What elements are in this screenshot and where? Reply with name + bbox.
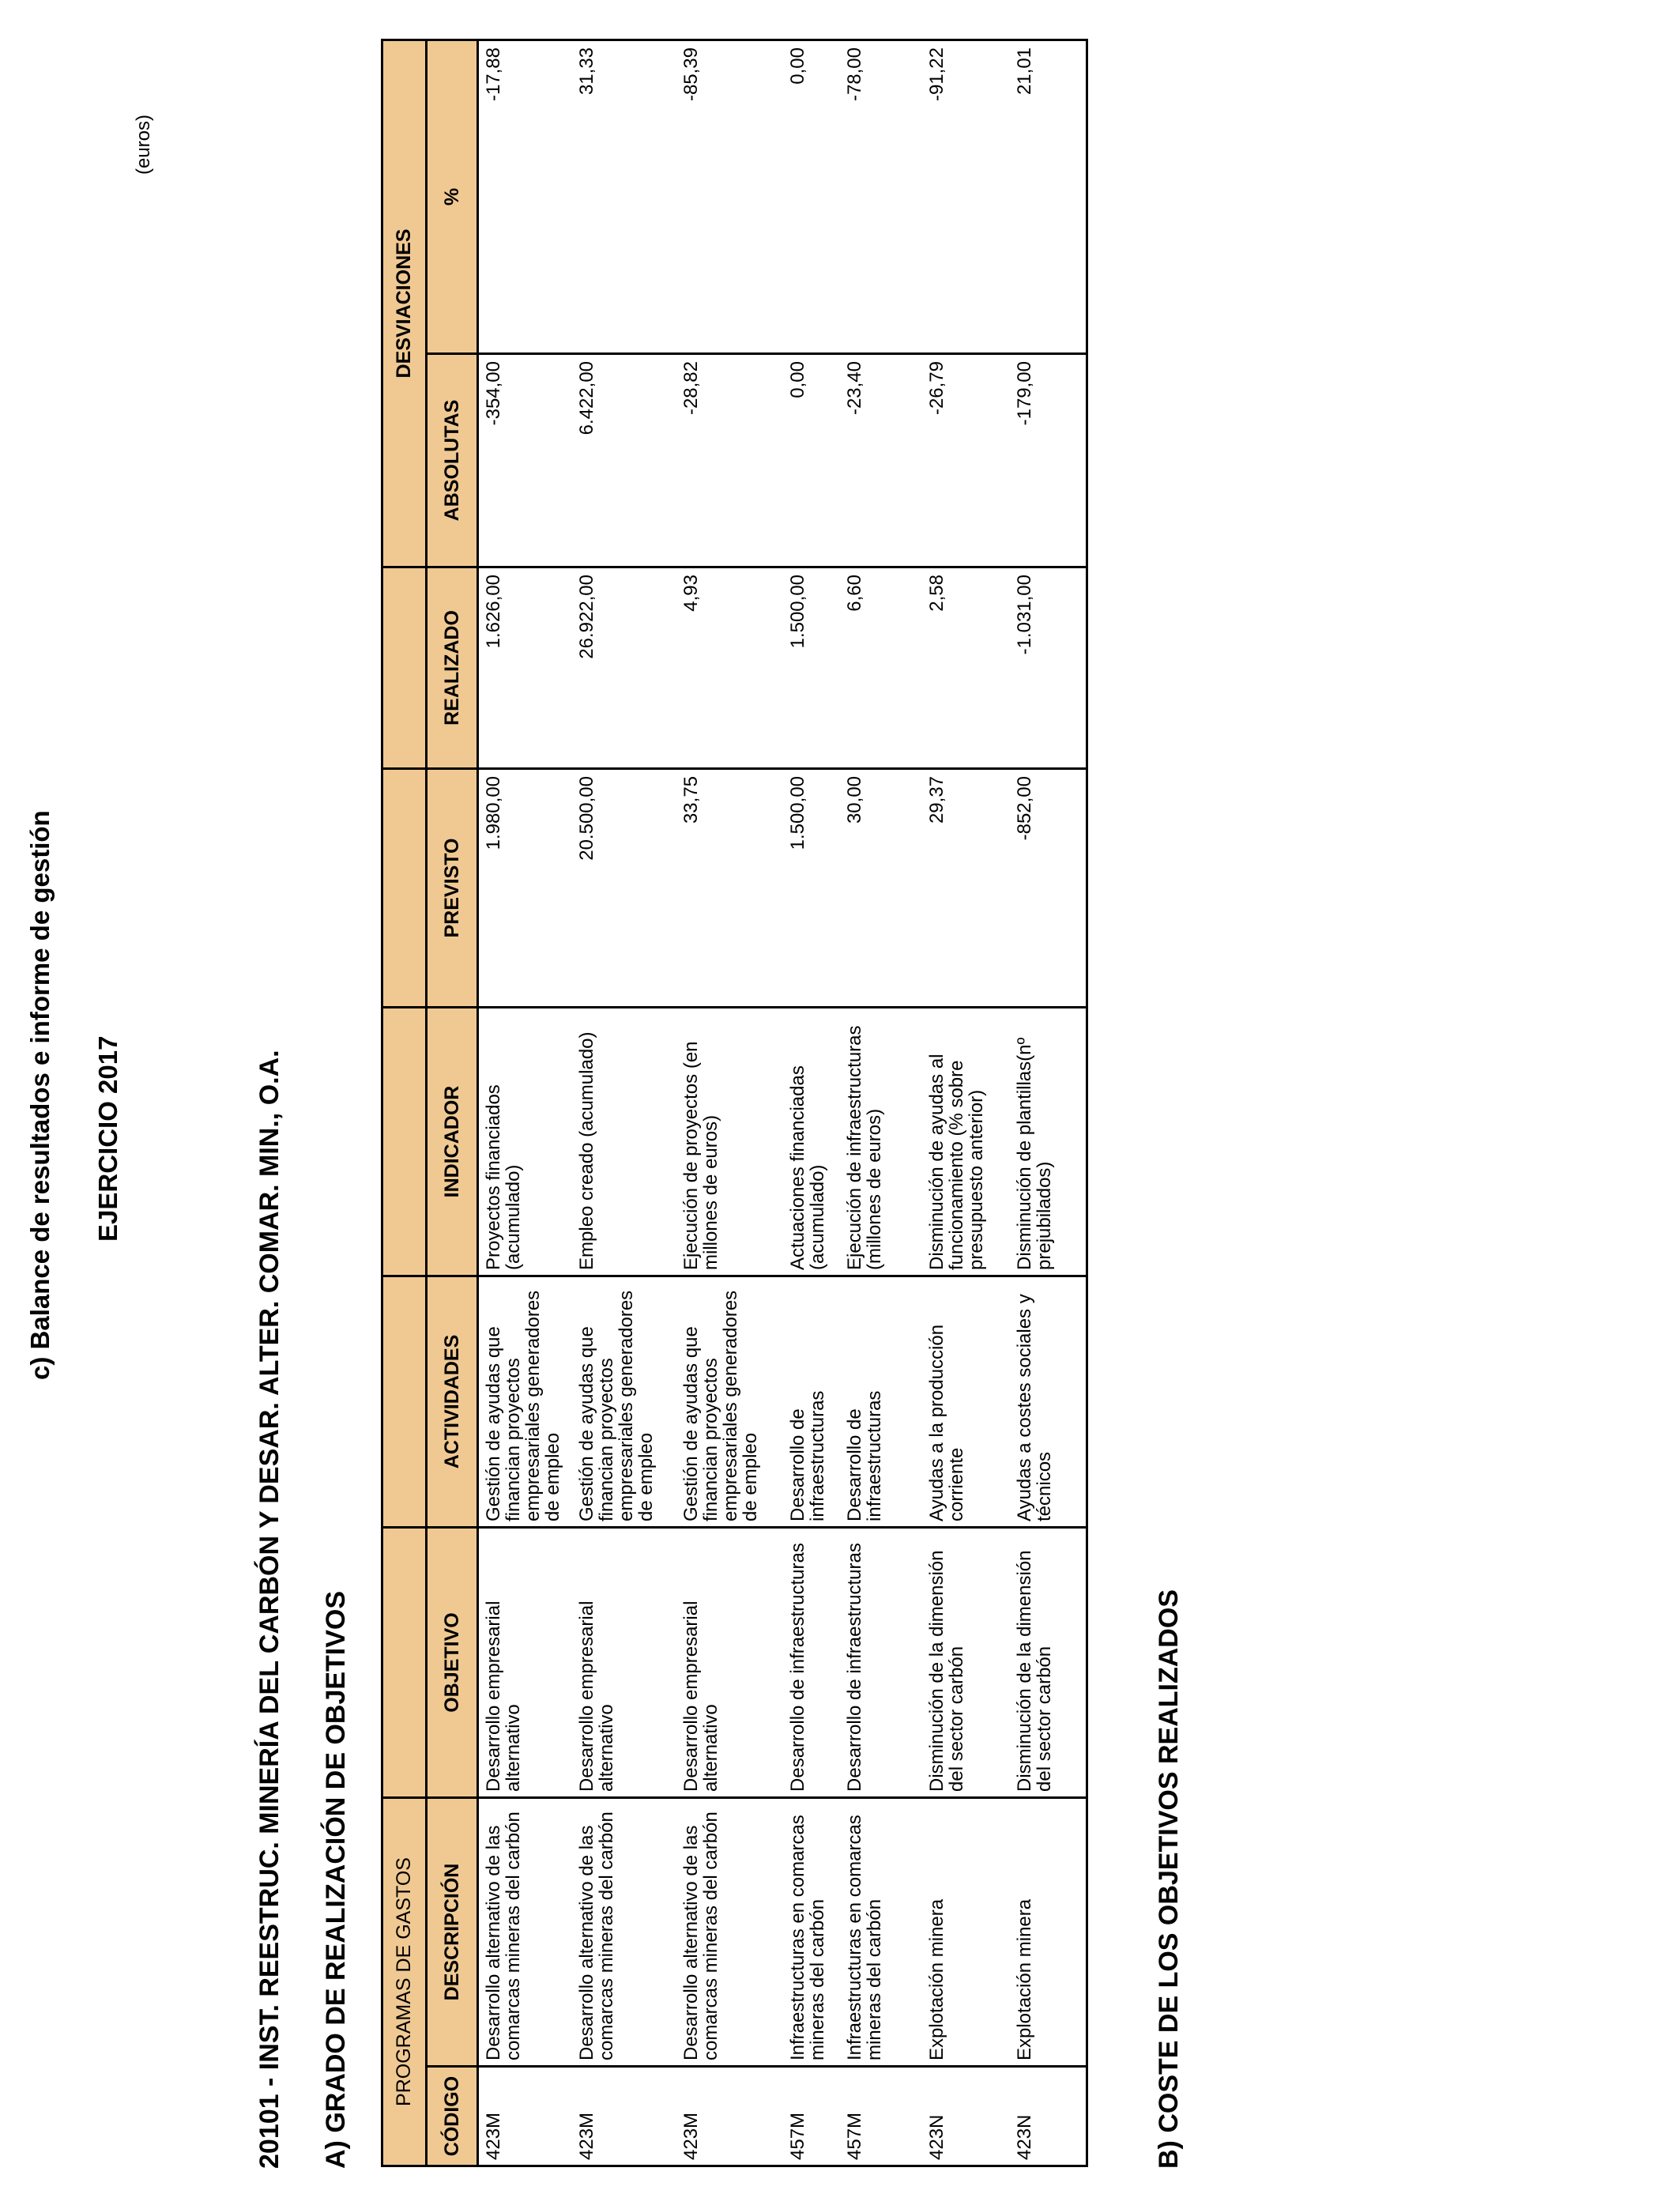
cell-absolutas: -23,40 — [840, 353, 922, 567]
col-header-previsto: PREVISTO — [427, 768, 478, 1007]
cell-realizado: 6,60 — [840, 567, 922, 768]
cell-realizado: 26.922,00 — [572, 567, 676, 768]
cell-absolutas: 6.422,00 — [572, 353, 676, 567]
cell-actividades: Gestión de ayudas que financian proyectos empresariales generadores de empleo — [676, 1276, 783, 1527]
table-row — [676, 40, 783, 2166]
entity-heading: 20101 - INST. REESTRUC. MINERÍA DEL CARBÓN Y DESAR. ALTER. COMAR. MIN., O.A. — [254, 1050, 284, 2169]
cell-actividades: Desarrollo de infraestructuras — [840, 1276, 922, 1527]
cell-pct: -78,00 — [840, 40, 922, 353]
cell-realizado: -1.031,00 — [1010, 567, 1087, 768]
cell-codigo: 457M — [783, 2067, 840, 2166]
cell-absolutas: -179,00 — [1010, 353, 1087, 567]
cell-realizado: 1.626,00 — [478, 567, 573, 768]
cell-codigo: 423M — [478, 2067, 573, 2166]
table-row — [478, 40, 573, 2166]
col-header-objetivo: OBJETIVO — [427, 1527, 478, 1797]
cell-descripcion: Desarrollo alternativo de las comarcas mineras del carbón — [478, 1797, 573, 2066]
cell-previsto: 20.500,00 — [572, 768, 676, 1007]
cell-actividades: Ayudas a costes sociales y técnicos — [1010, 1276, 1087, 1527]
header-spacer — [382, 1007, 427, 1276]
cell-descripcion: Infraestructuras en comarcas mineras del carbón — [783, 1797, 840, 2066]
cell-codigo: 423M — [676, 2067, 783, 2166]
col-header-codigo: CÓDIGO — [427, 2067, 478, 2166]
header-spacer — [382, 1276, 427, 1527]
cell-objetivo: Desarrollo de infraestructuras — [783, 1527, 840, 1797]
cell-objetivo: Desarrollo empresarial alternativo — [478, 1527, 573, 1797]
cell-indicador: Actuaciones financiadas (acumulado) — [783, 1007, 840, 1276]
cell-codigo: 423N — [1010, 2067, 1087, 2166]
cell-descripcion: Explotación minera — [922, 1797, 1010, 2066]
cell-pct: 31,33 — [572, 40, 676, 353]
header-spacer — [382, 768, 427, 1007]
cell-actividades: Ayudas a la producción corriente — [922, 1276, 1010, 1527]
cell-indicador: Empleo creado (acumulado) — [572, 1007, 676, 1276]
table-row — [922, 40, 1010, 2166]
cell-realizado: 2,58 — [922, 567, 1010, 768]
cell-pct: 0,00 — [783, 40, 840, 353]
section-heading: c) Balance de resultados e informe de gestión — [25, 810, 55, 1380]
cell-indicador: Disminución de plantillas(nº prejubilados) — [1010, 1007, 1087, 1276]
table-row — [572, 40, 676, 2166]
cell-pct: -17,88 — [478, 40, 573, 353]
cell-pct: -85,39 — [676, 40, 783, 353]
cell-indicador: Ejecución de infraestructuras (millones de euros) — [840, 1007, 922, 1276]
col-header-indicador: INDICADOR — [427, 1007, 478, 1276]
col-header-actividades: ACTIVIDADES — [427, 1276, 478, 1527]
cell-realizado: 4,93 — [676, 567, 783, 768]
table-row — [1010, 40, 1087, 2166]
col-header-descripcion: DESCRIPCIÓN — [427, 1797, 478, 2066]
cell-descripcion: Desarrollo alternativo de las comarcas mineras del carbón — [572, 1797, 676, 2066]
cell-codigo: 423N — [922, 2067, 1010, 2166]
cell-previsto: 29,37 — [922, 768, 1010, 1007]
cell-absolutas: -28,82 — [676, 353, 783, 567]
col-header-realizado: REALIZADO — [427, 567, 478, 768]
cell-objetivo: Disminución de la dimensión del sector carbón — [1010, 1527, 1087, 1797]
cell-objetivo: Disminución de la dimensión del sector carbón — [922, 1527, 1010, 1797]
table-row — [783, 40, 840, 2166]
cell-previsto: 1.500,00 — [783, 768, 840, 1007]
cell-indicador: Disminución de ayudas al funcionamiento (% sobre presupuesto anterior) — [922, 1007, 1010, 1276]
cell-realizado: 1.500,00 — [783, 567, 840, 768]
cell-objetivo: Desarrollo empresarial alternativo — [572, 1527, 676, 1797]
cell-previsto: 1.980,00 — [478, 768, 573, 1007]
cell-absolutas: 0,00 — [783, 353, 840, 567]
cell-codigo: 457M — [840, 2067, 922, 2166]
cell-descripcion: Explotación minera — [1010, 1797, 1087, 2066]
currency-unit: (euros) — [133, 114, 154, 175]
cell-actividades: Gestión de ayudas que financian proyectos empresariales generadores de empleo — [478, 1276, 573, 1527]
cell-pct: -91,22 — [922, 40, 1010, 353]
cell-previsto: 33,75 — [676, 768, 783, 1007]
cell-objetivo: Desarrollo empresarial alternativo — [676, 1527, 783, 1797]
col-header-pct: % — [427, 40, 478, 353]
cell-descripcion: Desarrollo alternativo de las comarcas mineras del carbón — [676, 1797, 783, 2066]
header-spacer — [382, 567, 427, 768]
cell-descripcion: Infraestructuras en comarcas mineras del carbón — [840, 1797, 922, 2066]
cell-absolutas: -354,00 — [478, 353, 573, 567]
group-header-desviaciones: DESVIACIONES — [382, 40, 427, 567]
cell-codigo: 423M — [572, 2067, 676, 2166]
cell-actividades: Desarrollo de infraestructuras — [783, 1276, 840, 1527]
group-header-programas: PROGRAMAS DE GASTOS — [382, 1797, 427, 2166]
cell-indicador: Proyectos financiados (acumulado) — [478, 1007, 573, 1276]
cell-absolutas: -26,79 — [922, 353, 1010, 567]
section-a-title: A) GRADO DE REALIZACIÓN DE OBJETIVOS — [321, 1590, 351, 2169]
cell-actividades: Gestión de ayudas que financian proyectos empresariales generadores de empleo — [572, 1276, 676, 1527]
objectives-table — [381, 39, 1088, 2167]
header-spacer — [382, 1527, 427, 1797]
table-row — [840, 40, 922, 2166]
cell-previsto: 30,00 — [840, 768, 922, 1007]
section-b-title: B) COSTE DE LOS OBJETIVOS REALIZADOS — [1154, 1589, 1184, 2169]
cell-objetivo: Desarrollo de infraestructuras — [840, 1527, 922, 1797]
cell-pct: 21,01 — [1010, 40, 1087, 353]
cell-previsto: -852,00 — [1010, 768, 1087, 1007]
cell-indicador: Ejecución de proyectos (en millones de euros) — [676, 1007, 783, 1276]
fiscal-year-heading: EJERCICIO 2017 — [93, 1035, 122, 1242]
col-header-absolutas: ABSOLUTAS — [427, 353, 478, 567]
